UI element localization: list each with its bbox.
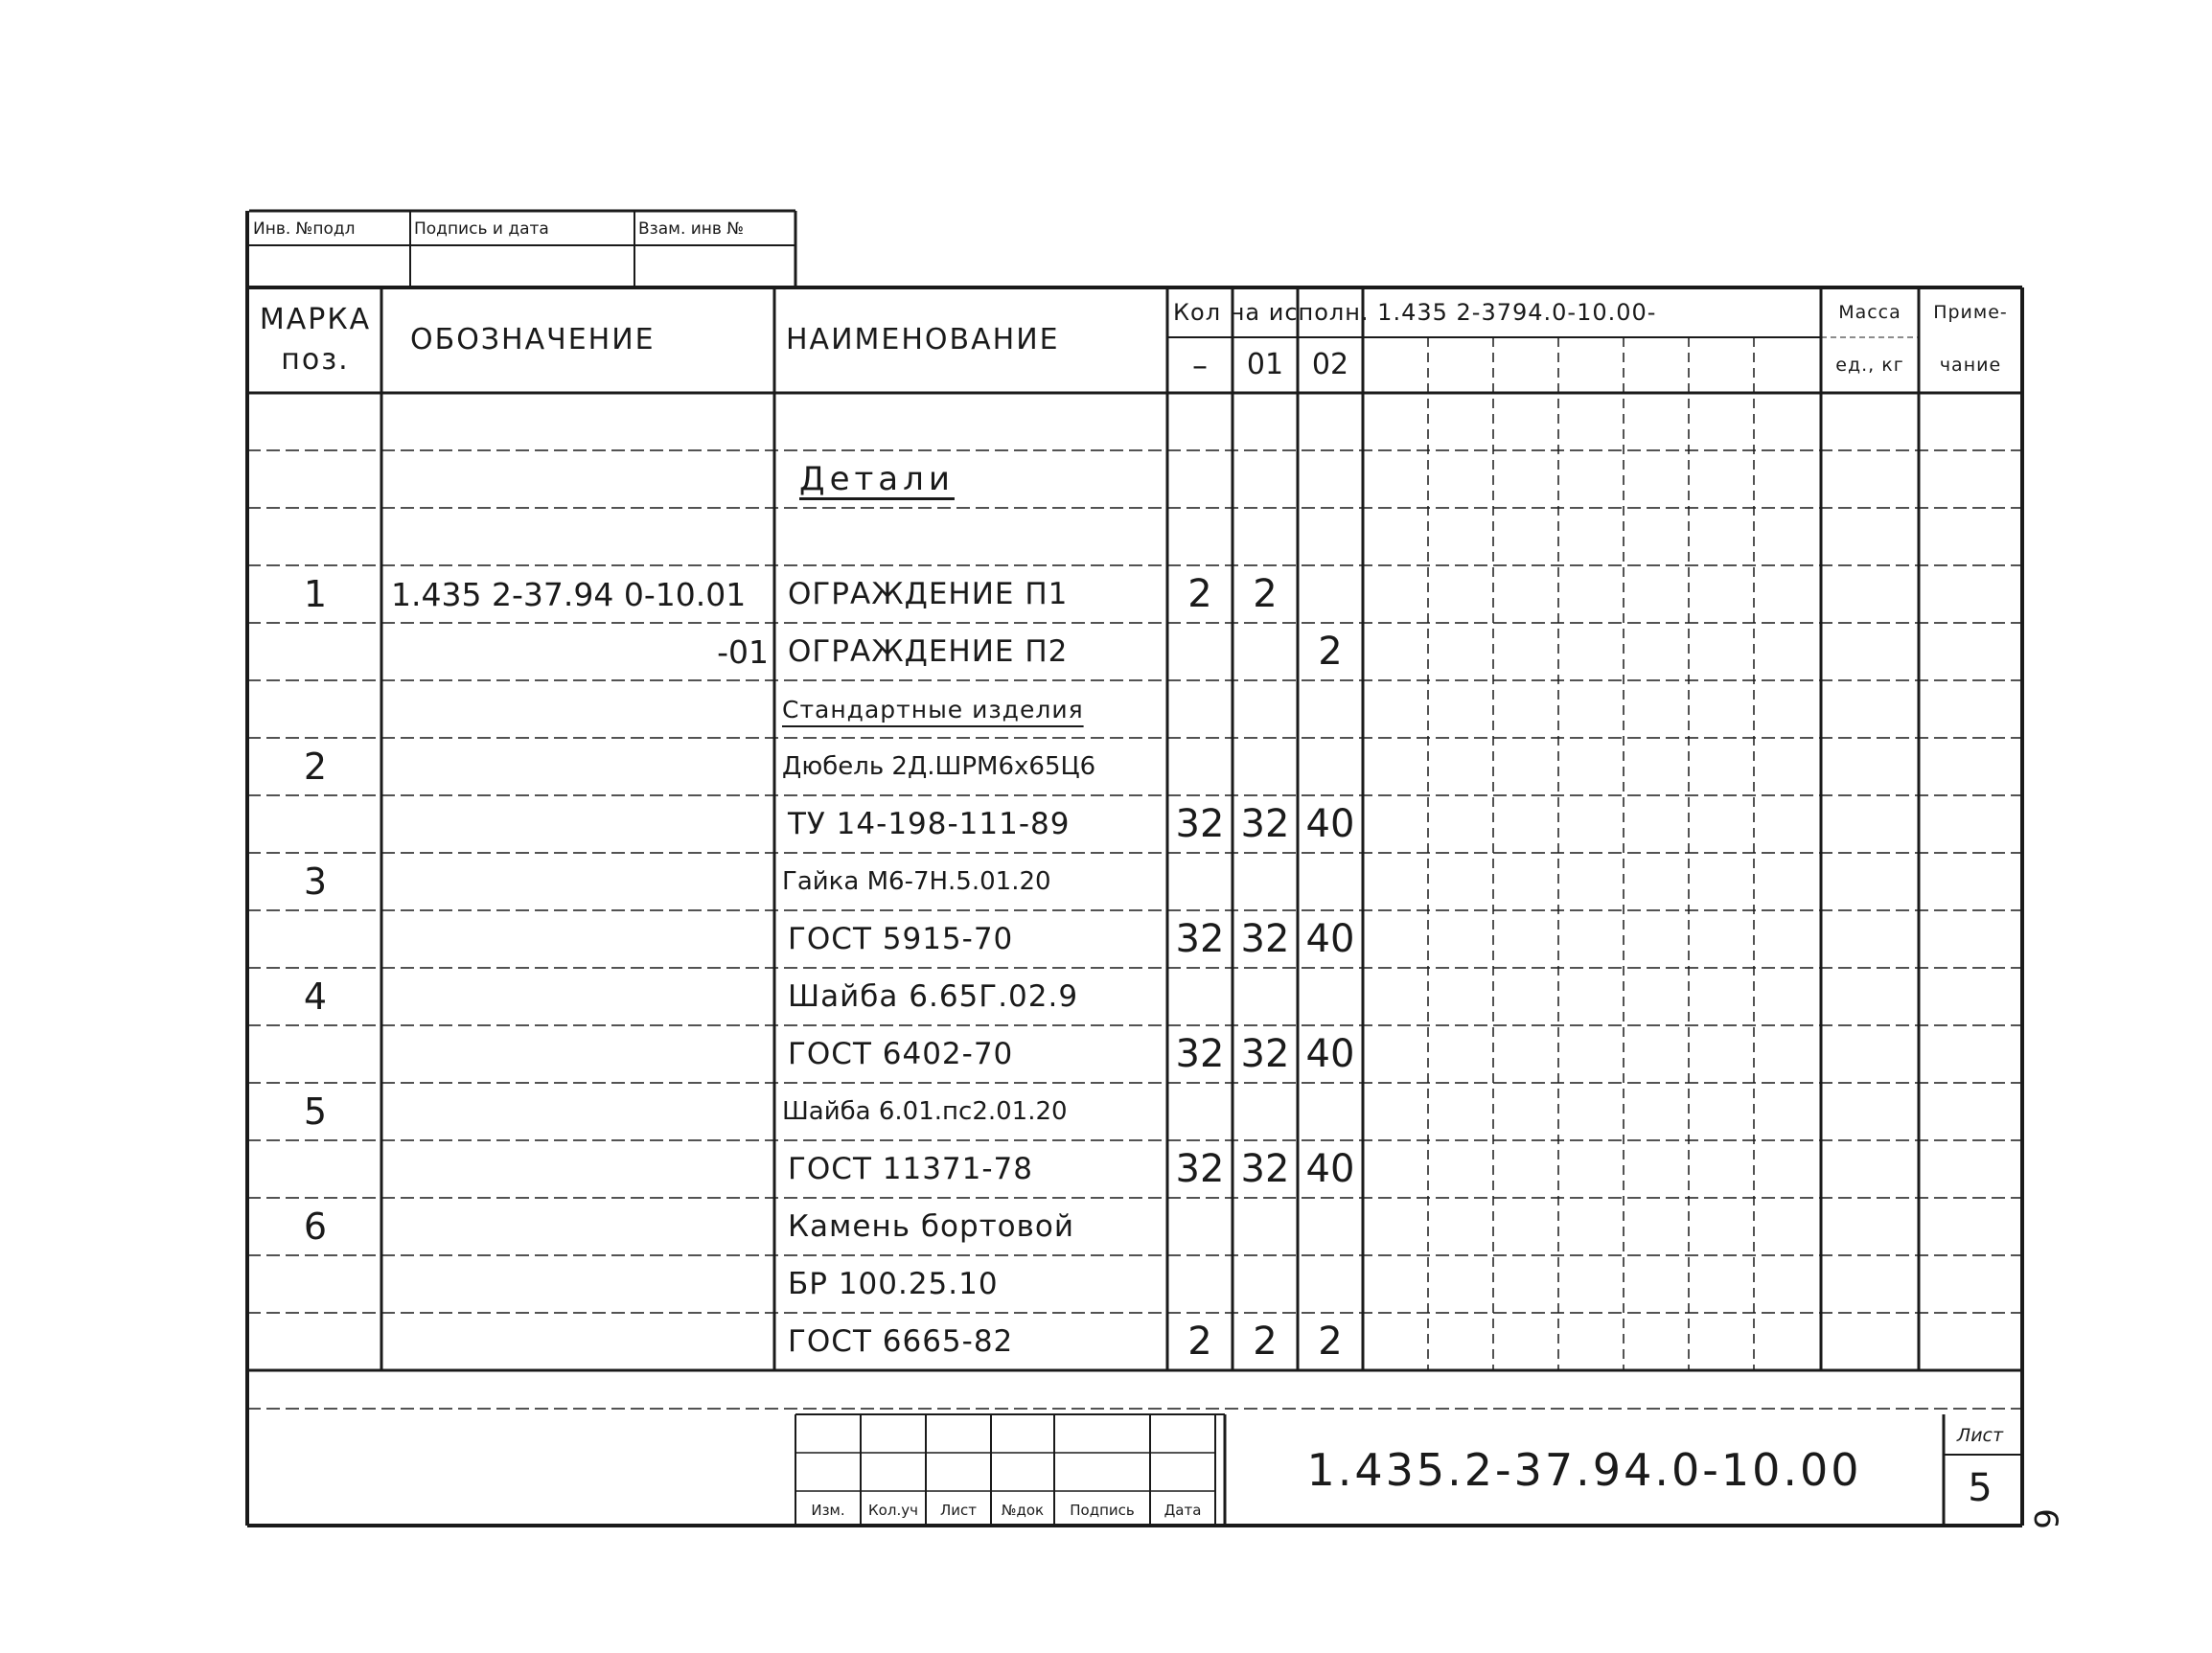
row-qty-2: [1298, 508, 1363, 565]
row-qty-2: [1298, 1198, 1363, 1255]
header-qty-col-1: 01: [1246, 348, 1284, 381]
row-qty-0: 32: [1175, 1032, 1225, 1076]
title-block-col-label: Изм.: [811, 1501, 845, 1519]
row-mark: [249, 680, 381, 738]
row-qty-0: 2: [1187, 1320, 1212, 1364]
header-mark-line2: поз.: [281, 343, 350, 377]
row-qty-0: [1167, 853, 1233, 910]
row-designation: [381, 1198, 774, 1255]
row-qty-0: [1167, 1198, 1233, 1255]
row-mark: [249, 1140, 381, 1198]
row-name: ТУ 14-198-111-89: [788, 806, 1071, 841]
row-designation: [381, 1255, 774, 1313]
row-name: Дюбель 2Д.ШРМ6х65Ц6: [782, 752, 1096, 781]
row-name: Шайба 6.01.пс2.01.20: [782, 1097, 1068, 1126]
header-qty-group: Кол на исполн. 1.435 2-3794.0-10.00-: [1173, 299, 1657, 326]
row-designation: -01: [717, 632, 769, 671]
row-designation: [381, 1140, 774, 1198]
row-qty-1: [1233, 623, 1298, 680]
row-designation: [381, 1313, 774, 1370]
title-block-col-label: Кол.уч: [868, 1501, 918, 1519]
row-qty-2: [1298, 1083, 1363, 1140]
row-qty-0: 32: [1175, 802, 1225, 846]
row-mark: [249, 623, 381, 680]
row-designation: [381, 1025, 774, 1083]
row-qty-0: [1167, 450, 1233, 508]
row-name: Камень бортовой: [788, 1208, 1075, 1244]
row-qty-2: 40: [1305, 802, 1355, 846]
title-block-sheet-number: 5: [1968, 1466, 1993, 1510]
row-mark: [249, 1313, 381, 1370]
header-mark-line1: МАРКА: [259, 303, 372, 336]
row-name: ГОСТ 6402-70: [788, 1036, 1014, 1071]
title-block-col-label: Дата: [1164, 1501, 1202, 1519]
row-designation: [381, 508, 774, 565]
header-name: НАИМЕНОВАНИЕ: [786, 323, 1060, 356]
row-qty-0: 32: [1175, 1147, 1225, 1191]
row-mark: 1: [303, 573, 328, 615]
row-qty-2: 40: [1305, 1147, 1355, 1191]
header-mark: [249, 287, 381, 393]
row-qty-0: [1167, 623, 1233, 680]
row-qty-1: 32: [1240, 917, 1290, 961]
row-designation: 1.435 2-37.94 0-10.01: [391, 575, 747, 613]
row-qty-0: [1167, 1083, 1233, 1140]
row-qty-0: [1167, 680, 1233, 738]
title-block-col-label: Подпись: [1070, 1501, 1135, 1519]
row-mark: [249, 1025, 381, 1083]
row-qty-0: [1167, 968, 1233, 1025]
title-block-sheet-label: Лист: [1956, 1424, 2004, 1446]
row-qty-1: [1233, 853, 1298, 910]
row-qty-1: 32: [1240, 1147, 1290, 1191]
header-qty-col-0: –: [1192, 347, 1208, 383]
row-mark: 2: [303, 746, 328, 788]
row-mark: [249, 393, 381, 450]
row-mark: [249, 910, 381, 968]
margin-mark: 6: [2026, 1508, 2064, 1529]
header-qty-col-2: 02: [1311, 348, 1349, 381]
row-mark: [249, 795, 381, 853]
row-qty-2: 2: [1318, 630, 1343, 674]
row-qty-2: 2: [1318, 1320, 1343, 1364]
row-mark: [249, 508, 381, 565]
row-designation: [381, 853, 774, 910]
row-qty-2: 40: [1305, 917, 1355, 961]
row-qty-0: [1167, 738, 1233, 795]
row-qty-1: 32: [1240, 1032, 1290, 1076]
row-qty-2: [1298, 968, 1363, 1025]
row-name: ГОСТ 11371-78: [788, 1151, 1033, 1186]
row-mark: 6: [303, 1205, 328, 1248]
section-heading: Детали: [799, 460, 955, 498]
row-qty-1: 2: [1253, 1320, 1278, 1364]
row-name: Гайка М6-7Н.5.01.20: [782, 867, 1051, 896]
row-qty-0: [1167, 508, 1233, 565]
row-mark: [249, 450, 381, 508]
row-qty-0: [1167, 1255, 1233, 1313]
title-block-document-code: 1.435.2-37.94.0-10.00: [1306, 1444, 1862, 1496]
row-qty-1: [1233, 508, 1298, 565]
header-designation: ОБОЗНАЧЕНИЕ: [410, 323, 656, 356]
row-qty-1: [1233, 1083, 1298, 1140]
header-mass-line1: Масса: [1838, 301, 1901, 323]
row-designation: [381, 910, 774, 968]
row-name: Шайба 6.65Г.02.9: [788, 978, 1079, 1014]
row-qty-1: [1233, 450, 1298, 508]
row-designation: [381, 795, 774, 853]
row-designation: [381, 680, 774, 738]
header-mass-line2: ед., кг: [1835, 354, 1904, 376]
row-name: БР 100.25.10: [788, 1266, 999, 1301]
row-qty-0: [1167, 393, 1233, 450]
header-note-line1: Приме-: [1933, 301, 2008, 323]
row-qty-1: [1233, 1255, 1298, 1313]
row-designation: [381, 968, 774, 1025]
header-note-line2: чание: [1939, 354, 2002, 376]
row-name: ОГРАЖДЕНИЕ П1: [788, 576, 1069, 611]
row-qty-2: [1298, 738, 1363, 795]
row-name: ОГРАЖДЕНИЕ П2: [788, 633, 1069, 669]
row-qty-1: 32: [1240, 802, 1290, 846]
row-name: ГОСТ 6665-82: [788, 1323, 1014, 1359]
row-qty-2: 40: [1305, 1032, 1355, 1076]
row-qty-0: 2: [1187, 572, 1212, 616]
row-qty-2: [1298, 680, 1363, 738]
row-qty-2: [1298, 393, 1363, 450]
row-mark: [249, 1255, 381, 1313]
row-mark: 3: [303, 861, 328, 903]
row-designation: [381, 738, 774, 795]
row-qty-1: [1233, 393, 1298, 450]
row-qty-0: 32: [1175, 917, 1225, 961]
row-designation: [381, 1083, 774, 1140]
row-qty-2: [1298, 565, 1363, 623]
stamp-signature-date-label: Подпись и дата: [414, 218, 549, 239]
stamp-inv-no-label: Инв. №подл: [253, 218, 356, 239]
row-qty-2: [1298, 1255, 1363, 1313]
row-qty-2: [1298, 450, 1363, 508]
row-name: [774, 508, 1167, 565]
row-mark: 5: [303, 1091, 328, 1133]
row-designation: [381, 393, 774, 450]
row-qty-1: 2: [1253, 572, 1278, 616]
row-qty-1: [1233, 968, 1298, 1025]
row-qty-2: [1298, 853, 1363, 910]
row-qty-1: [1233, 738, 1298, 795]
row-name: [774, 393, 1167, 450]
row-mark: 4: [303, 976, 328, 1018]
row-qty-1: [1233, 1198, 1298, 1255]
row-name: ГОСТ 5915-70: [788, 921, 1014, 956]
title-block-col-label: Лист: [939, 1501, 977, 1519]
row-designation: [381, 450, 774, 508]
stamp-replace-inv-label: Взам. инв №: [638, 218, 745, 239]
row-qty-1: [1233, 680, 1298, 738]
title-block-col-label: №док: [1001, 1501, 1045, 1519]
subsection-heading: Стандартные изделия: [782, 695, 1084, 723]
